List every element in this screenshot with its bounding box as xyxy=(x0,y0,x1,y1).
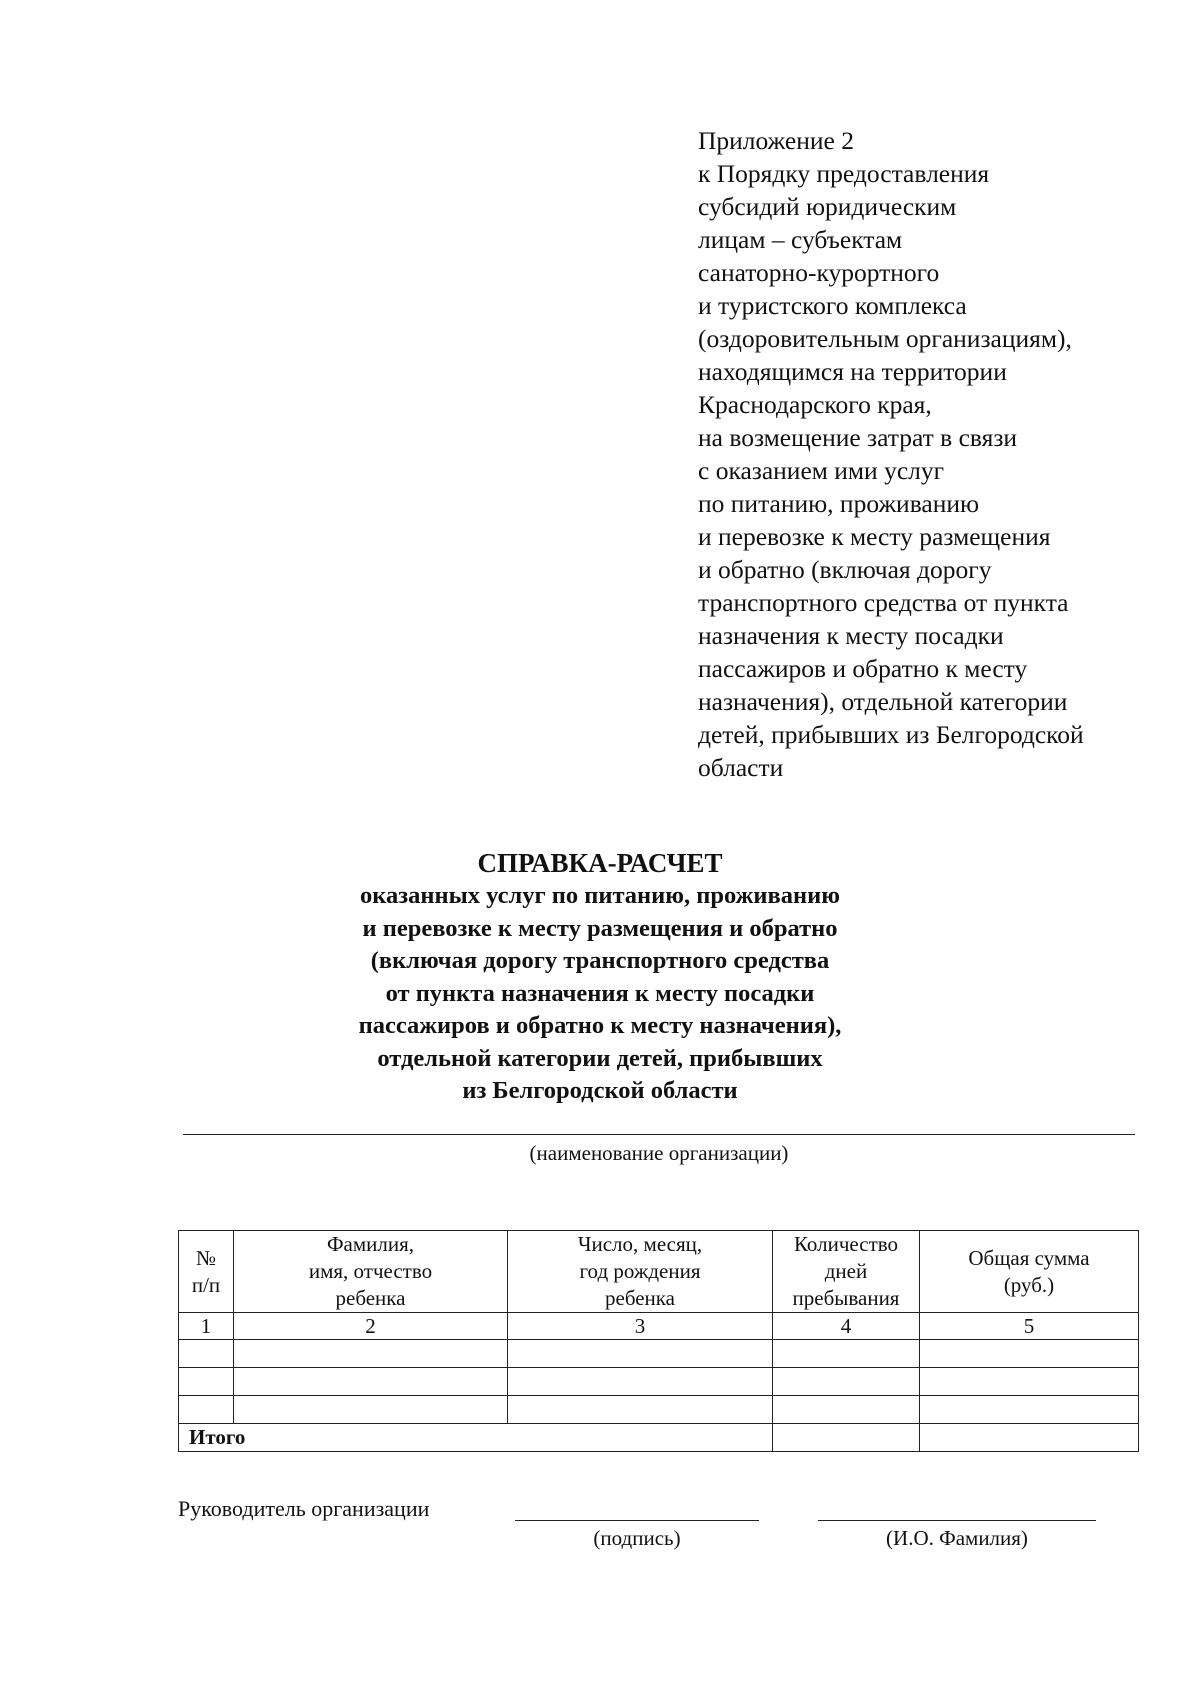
title-line: отдельной категории детей, прибывших xyxy=(377,1044,823,1072)
table-row xyxy=(179,1368,1139,1396)
title-line: из Белгородской области xyxy=(462,1077,738,1104)
table-cell[interactable] xyxy=(773,1340,920,1368)
table-cell[interactable] xyxy=(234,1368,508,1396)
appendix-line: детей, прибывших из Белгородской xyxy=(698,720,1084,749)
header-child-name: Фамилия, имя, отчество ребенка xyxy=(234,1231,508,1313)
column-number: 2 xyxy=(234,1313,508,1340)
table-cell[interactable] xyxy=(773,1368,920,1396)
total-label: Итого xyxy=(179,1424,773,1452)
title-line: от пункта назначения к месту посадки xyxy=(385,979,815,1007)
table-cell[interactable] xyxy=(508,1340,773,1368)
appendix-line: с оказанием ими услуг xyxy=(698,456,945,485)
table-cell[interactable] xyxy=(773,1396,920,1424)
table-cell[interactable] xyxy=(179,1396,234,1424)
name-line[interactable] xyxy=(818,1520,1096,1521)
column-number: 4 xyxy=(773,1313,920,1340)
table-cell[interactable] xyxy=(920,1368,1139,1396)
header-birth-date: Число, месяц, год рождения ребенка xyxy=(508,1231,773,1313)
title-line: оказанных услуг по питанию, проживанию xyxy=(360,882,840,909)
signature-line[interactable] xyxy=(515,1520,759,1521)
appendix-line: (оздоровительным организациям), xyxy=(698,324,1072,353)
organization-caption: (наименование организации) xyxy=(529,1141,789,1165)
total-days-cell[interactable] xyxy=(773,1424,920,1452)
title-line: пассажиров и обратно к месту назначения), xyxy=(358,1012,842,1039)
header-number: № п/п xyxy=(179,1231,234,1313)
table-cell[interactable] xyxy=(179,1340,234,1368)
total-row xyxy=(179,1424,1139,1452)
appendix-line: и туристского комплекса xyxy=(698,291,967,320)
appendix-line: назначения к месту посадки xyxy=(698,621,1004,650)
table-cell[interactable] xyxy=(234,1396,508,1424)
appendix-line: области xyxy=(698,753,784,782)
appendix-line: пассажиров и обратно к месту xyxy=(698,654,1028,683)
appendix-line: лицам – субъектам xyxy=(698,225,903,254)
column-number: 3 xyxy=(508,1313,773,1340)
column-number: 5 xyxy=(920,1313,1139,1340)
appendix-line: Краснодарского края, xyxy=(698,390,932,419)
appendix-line: транспортного средства от пункта xyxy=(698,588,1069,617)
appendix-note xyxy=(698,124,1168,784)
appendix-line: субсидий юридическим xyxy=(698,192,957,221)
column-number: 1 xyxy=(179,1313,234,1340)
appendix-line: на возмещение затрат в связи xyxy=(698,423,1018,452)
table-cell[interactable] xyxy=(920,1340,1139,1368)
document-title xyxy=(0,846,1200,1108)
appendix-line: и обратно (включая дорогу xyxy=(698,555,992,584)
appendix-line: Приложение 2 xyxy=(698,126,854,155)
table-row xyxy=(179,1396,1139,1424)
appendix-line: и перевозке к месту размещения xyxy=(698,522,1051,551)
header-days-count: Количество дней пребывания xyxy=(773,1231,920,1313)
table-header-row xyxy=(179,1231,1139,1313)
appendix-line: санаторно-курортного xyxy=(698,258,940,287)
table-cell[interactable] xyxy=(920,1396,1139,1424)
appendix-line: назначения), отдельной категории xyxy=(698,687,1068,716)
title-main: СПРАВКА-РАСЧЕТ xyxy=(477,848,723,878)
table-row xyxy=(179,1340,1139,1368)
organization-name-line[interactable] xyxy=(183,1134,1135,1135)
signature-caption: (подпись) xyxy=(593,1526,681,1550)
title-line: (включая дорогу транспортного средства xyxy=(370,947,830,974)
table-cell[interactable] xyxy=(508,1368,773,1396)
calculation-table xyxy=(178,1230,1139,1452)
table-cell[interactable] xyxy=(508,1396,773,1424)
name-caption: (И.О. Фамилия) xyxy=(886,1526,1028,1550)
appendix-line: находящимся на территории xyxy=(698,357,1007,386)
appendix-line: к Порядку предоставления xyxy=(698,159,990,188)
table-cell[interactable] xyxy=(179,1368,234,1396)
signer-label: Руководитель организации xyxy=(178,1496,430,1521)
header-total-sum: Общая сумма (руб.) xyxy=(920,1231,1139,1313)
total-sum-cell[interactable] xyxy=(920,1424,1139,1452)
column-numbers-row xyxy=(179,1313,1139,1340)
title-line: и перевозке к месту размещения и обратно xyxy=(362,914,838,942)
appendix-line: по питанию, проживанию xyxy=(698,489,980,518)
table-cell[interactable] xyxy=(234,1340,508,1368)
